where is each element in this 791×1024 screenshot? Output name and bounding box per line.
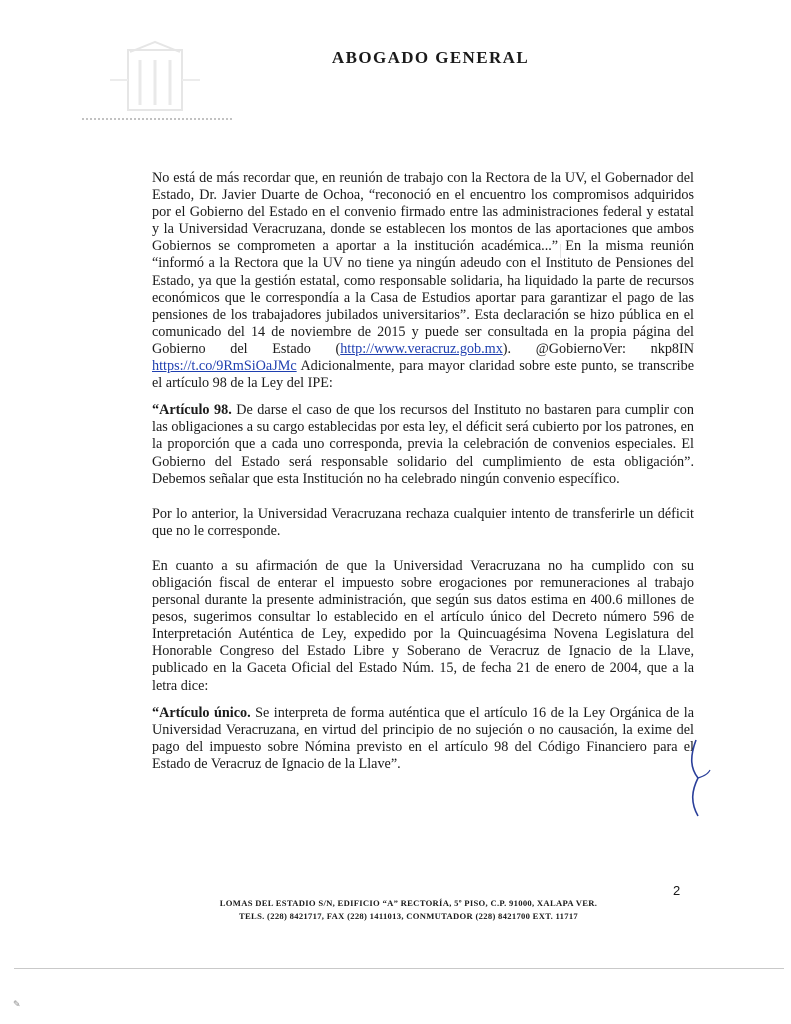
scan-mark-icon: ✎ [13, 1000, 21, 1010]
page-number: 2 [673, 883, 681, 898]
seal-caption-line [82, 118, 232, 126]
page-title: ABOGADO GENERAL [331, 48, 530, 67]
handwritten-bracket-icon [686, 738, 716, 818]
veracruz-gov-link[interactable]: http://www.veracruz.gob.mx [340, 340, 503, 357]
footer-line-address: LOMAS DEL ESTADIO S/N, EDIFICIO “A” RECTORÍA, 5º PISO, C.P. 91000, XALAPA VER. [219, 898, 598, 908]
paragraph-rejection: Por lo anterior, la Universidad Veracruzana rechaza cualquier intento de transferirle un déficit que no le corresponde. [152, 505, 694, 539]
quote-article-unico: “Artículo único. Se interpreta de forma auténtica que el artículo 16 de la Ley Orgánica de la Universidad Veracruzana, en virtud del principio de no sujeción o no causación, la exime del pago del impuesto sobre Nómina previsto en el artículo 98 del Código Financiero para el Estado de Veracruz de Ignacio de la Llave”. [152, 704, 694, 772]
paragraph-tax-obligation: En cuanto a su afirmación de que la Universidad Veracruzana no ha cumplido con su obligación fiscal de enterar el impuesto sobre erogaciones por remuneraciones al trabajo personal durante la presente administración, que según sus datos estima en 400.6 millones de pesos, sugerimos consultar lo establecido en el artículo único del Decreto número 596 de Interpretación Auténtica de Ley, expedido por la Quincuagésima Novena Legislatura del Honorable Congreso del Estado Libre y Soberano de Veracruz de Ignacio de la Llave, publicado en la Gaceta Oficial del Estado Núm. 15, de fecha 21 de enero de 2004, que a la letra dice: [152, 557, 694, 694]
article-98-heading: “Artículo 98. [152, 402, 232, 419]
document-body [152, 170, 694, 783]
article-unico-heading: “Artículo único. [152, 704, 251, 721]
page-bottom-rule [14, 968, 784, 969]
tco-short-link[interactable]: https://t.co/9RmSiOaJMc [152, 358, 297, 375]
footer-line-phones: TELS. (228) 8421717, FAX (228) 1411013, CONMUTADOR (228) 8421700 EXT. 11717 [238, 911, 579, 921]
quote-article-98: “Artículo 98. De darse el caso de que los recursos del Instituto no bastaren para cumplir con las obligaciones a su cargo establecidas por esta ley, el déficit será cubierto por los patrones, en la proporción que a cada uno corresponda, previa la celebración de convenios especiales. El Gobierno del Estado será responsable solidario del cumplimiento de esta obligación”. Debemos señalar que esta Institución no ha celebrado ningún convenio específico. [152, 402, 694, 487]
paragraph-commitments: No está de más recordar que, en reunión de trabajo con la Rectora de la UV, el Gobernador del Estado, Dr. Javier Duarte de Ochoa, “reconoció en el encuentro los compromisos adquiridos por el Gobierno del Estado en el convenio firmado entre las administraciones federal y estatal y la Universidad Veracruzana, donde se establecen los montos de las aportaciones que ambos Gobiernos se comprometen a aportar a la institución académica...” En la misma reunión “informó a la Rectora que la UV no tiene ya ningún adeudo con el Instituto de Pensiones del Estado, ya que la gestión estatal, como responsable solidaria, ha liquidado la parte de recursos económicos que le correspondía a la Casa de Estudios aportar para garantizar el pago de las pensiones de los trabajadores jubilados universitarios”. Esta declaración se hizo pública en el comunicado del 14 de noviembre de 2015 y puede ser consultada en la propia página del Gobierno del Estado (http://www.veracruz.gob.mx). @GobiernoVer: nkp8IN https://t.co/9RmSiOaJMc Adicionalmente, para mayor claridad sobre este punto, se transcribe el artículo 98 de la Ley del IPE: [152, 170, 694, 392]
footer-address [0, 897, 791, 923]
